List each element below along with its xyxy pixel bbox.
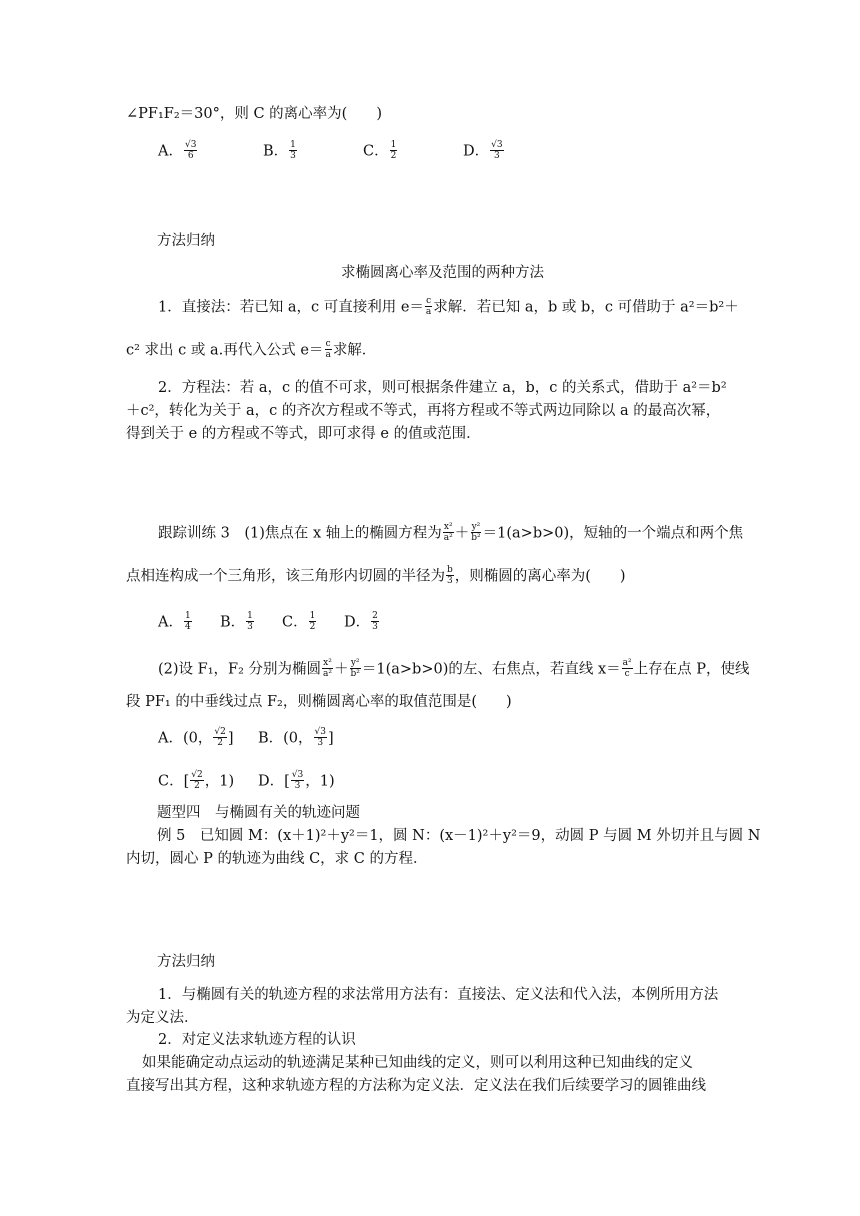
method2-paragraph-1-line2: 为定义法．	[126, 1010, 199, 1026]
option-d: D．[ $\frac{√3}{3}$ ，1)	[258, 770, 335, 791]
method-paragraph-1: 1．直接法：若已知 a，c 可直接利用 e＝ $\frac{c}{a}$ 求解．若已知 a，b 或 b，c 可借助于 a²＝b²＋	[158, 296, 739, 317]
option-b: B．(0， $\frac{√3}{3}$ ]	[258, 727, 334, 748]
example-5-line2: 内切，圆心 P 的轨迹为曲线 C，求 C 的方程．	[126, 851, 428, 867]
method-paragraph-1-cont: c² 求出 c 或 a.再代入公式 e＝ $\frac{c}{a}$ 求解．	[126, 339, 377, 360]
question-stem-tail: ∠PF₁F₂＝30°，则 C 的离心率为( )	[126, 106, 382, 122]
option-c: C．[ $\frac{√2}{2}$ ，1)	[158, 770, 235, 791]
example-5: 例 5 已知圆 M：(x＋1)²＋y²＝1，圆 N：(x－1)²＋y²＝9，动圆 P 与圆 M 外切并且与圆 N	[157, 828, 761, 844]
option-c: C． $\frac{1}{2}$	[282, 611, 316, 632]
option-c: C． $\frac{1}{2}$	[363, 140, 397, 161]
option-b: B． $\frac{1}{3}$	[263, 140, 296, 161]
option-d: D． $\frac{√3}{3}$	[463, 140, 503, 161]
training-question-1: 跟踪训练 3 (1)焦点在 x 轴上的椭圆方程为 $\frac{\text{x²}}{\text{a²}}$ ＋ $\frac{\text{y²}}{\text{b²}}$ ＝1(a>b>0)，短轴的一个端点和两个焦	[158, 522, 744, 543]
method2-paragraph-2: 2．对定义法求轨迹方程的认识	[158, 1032, 356, 1048]
training-question-2: (2)设 F₁，F₂ 分别为椭圆 $\frac{\text{x²}}{\text{a²}}$ ＋ $\frac{\text{y²}}{\text{b²}}$ ＝1(a>b>0)的左、右焦点，若直线 x＝ $\frac{\text{a²}}{c}$ 上存在点 P，使线	[158, 658, 750, 679]
method-paragraph-2-line2: ＋c²，转化为关于 a，c 的齐次方程或不等式，再将方程或不等式两边同除以 a 的最高次幂，	[126, 403, 721, 419]
method-paragraph-2-line3: 得到关于 e 的方程或不等式，即可求得 e 的值或范围．	[126, 426, 481, 442]
method-paragraph-2: 2．方程法：若 a，c 的值不可求，则可根据条件建立 a，b，c 的关系式，借助于 a²＝b²	[158, 380, 727, 396]
option-b: B． $\frac{1}{3}$	[220, 611, 253, 632]
section-heading: 题型四 与椭圆有关的轨迹问题	[157, 805, 360, 821]
method2-paragraph-1: 1．与椭圆有关的轨迹方程的求法常用方法有：直接法、定义法和代入法，本例所用方法	[158, 987, 719, 1003]
method-title: 求椭圆离心率及范围的两种方法	[341, 265, 544, 281]
method2-paragraph-3-line2: 直接写出其方程，这种求轨迹方程的方法称为定义法．定义法在我们后续要学习的圆锥曲线	[126, 1078, 706, 1094]
method2-paragraph-3: 如果能确定动点运动的轨迹满足某种已知曲线的定义，则可以利用这种已知曲线的定义	[142, 1055, 693, 1071]
training-q2-options-cd	[158, 771, 335, 792]
option-a: A． $\frac{√3}{6}$	[158, 140, 197, 161]
option-d: D． $\frac{2}{3}$	[344, 611, 378, 632]
training-question-1-line2: 点相连构成一个三角形，该三角形内切圆的半径为 $\frac{b}{3}$ ，则椭圆的离心率为( )	[126, 565, 626, 586]
option-a: A．(0， $\frac{√2}{2}$ ]	[158, 727, 234, 748]
training-q1-options	[158, 612, 380, 633]
option-a: A． $\frac{1}{4}$	[158, 611, 191, 632]
training-q2-options-ab	[158, 728, 334, 749]
method-heading-2: 方法归纳	[157, 954, 215, 970]
training-question-2-line2: 段 PF₁ 的中垂线过点 F₂，则椭圆离心率的取值范围是( )	[126, 694, 512, 710]
method-heading: 方法归纳	[157, 233, 215, 249]
option-row	[158, 141, 505, 162]
